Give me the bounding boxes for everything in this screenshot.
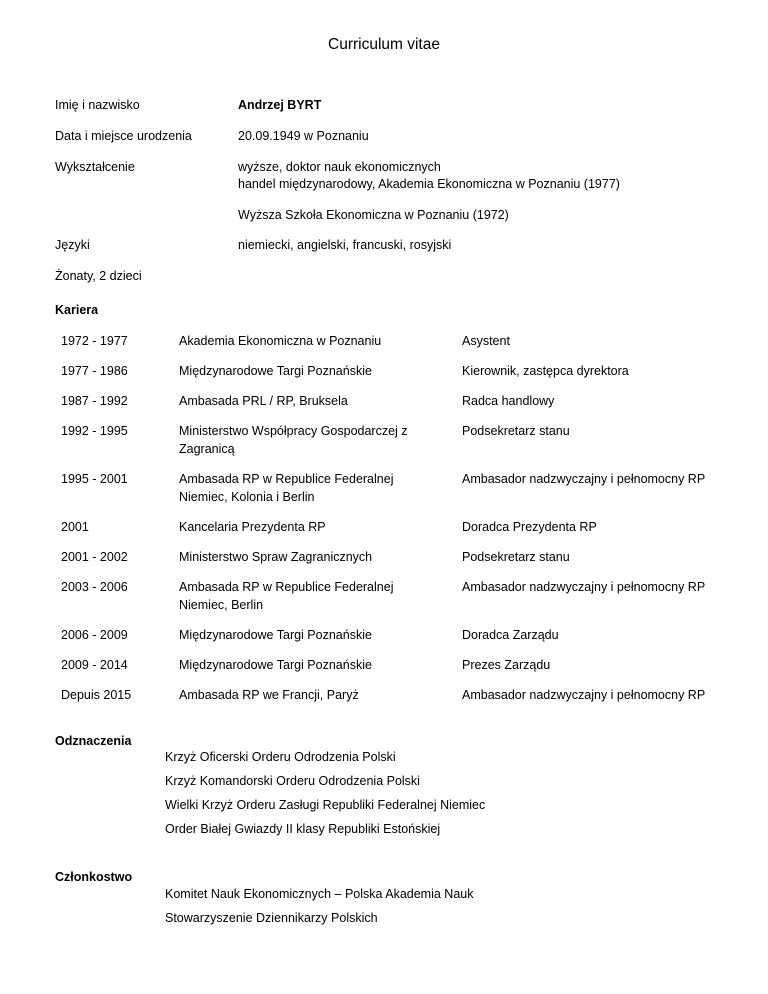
- name-value: Andrzej BYRT: [238, 98, 322, 112]
- career-institution: Międzynarodowe Targi Poznańskie: [179, 364, 372, 378]
- career-years: 2001 - 2002: [61, 550, 128, 564]
- languages-label: Języki: [55, 238, 90, 252]
- career-position: Ambasador nadzwyczajny i pełnomocny RP: [462, 688, 706, 702]
- career-years: 1972 - 1977: [61, 334, 128, 348]
- career-institution: Ministerstwo Współpracy Gospodarczej z: [179, 424, 408, 438]
- career-institution: Ambasada PRL / RP, Bruksela: [179, 394, 348, 408]
- career-position: Podsekretarz stanu: [462, 550, 570, 564]
- awards-heading: Odznaczenia: [55, 734, 132, 748]
- membership-item: Komitet Nauk Ekonomicznych – Polska Akademia Nauk: [165, 887, 474, 901]
- award-item: Krzyż Komandorski Orderu Odrodzenia Polski: [165, 774, 420, 788]
- page-title: Curriculum vitae: [328, 36, 440, 53]
- career-position: Kierownik, zastępca dyrektora: [462, 364, 629, 378]
- career-position: Doradca Prezydenta RP: [462, 520, 597, 534]
- career-institution: Ministerstwo Spraw Zagranicznych: [179, 550, 373, 564]
- membership-heading: Członkostwo: [55, 870, 133, 884]
- career-institution: Ambasada RP we Francji, Paryż: [179, 688, 359, 702]
- birth-value: 20.09.1949 w Poznaniu: [238, 129, 369, 143]
- education-line-1: wyższe, doktor nauk ekonomicznych: [238, 160, 441, 174]
- career-institution: Ambasada RP w Republice Federalnej: [179, 580, 394, 594]
- career-years: 2001: [61, 520, 89, 534]
- languages-value: niemiecki, angielski, francuski, rosyjski: [238, 238, 452, 252]
- birth-label: Data i miejsce urodzenia: [55, 129, 192, 143]
- career-institution: Międzynarodowe Targi Poznańskie: [179, 628, 372, 642]
- award-item: Krzyż Oficerski Orderu Odrodzenia Polski: [165, 750, 396, 764]
- career-position: Asystent: [462, 334, 510, 348]
- career-position: Podsekretarz stanu: [462, 424, 570, 438]
- membership-item: Stowarzyszenie Dziennikarzy Polskich: [165, 911, 378, 925]
- award-item: Wielki Krzyż Orderu Zasługi Republiki Federalnej Niemiec: [165, 798, 486, 812]
- career-institution: Ambasada RP w Republice Federalnej: [179, 472, 394, 486]
- career-institution: Międzynarodowe Targi Poznańskie: [179, 658, 372, 672]
- career-institution: Kancelaria Prezydenta RP: [179, 520, 326, 534]
- name-label: Imię i nazwisko: [55, 98, 140, 112]
- career-position: Radca handlowy: [462, 394, 555, 408]
- career-years: 2006 - 2009: [61, 628, 128, 642]
- career-years: 2003 - 2006: [61, 580, 128, 594]
- career-institution: Akademia Ekonomiczna w Poznaniu: [179, 334, 382, 348]
- career-institution-cont: Niemiec, Berlin: [179, 598, 264, 612]
- career-institution-cont: Niemiec, Kolonia i Berlin: [179, 490, 315, 504]
- career-years: 1995 - 2001: [61, 472, 128, 486]
- award-item: Order Białej Gwiazdy II klasy Republiki Estońskiej: [165, 822, 441, 836]
- career-years: Depuis 2015: [61, 688, 132, 702]
- career-position: Ambasador nadzwyczajny i pełnomocny RP: [462, 580, 706, 594]
- career-position: Prezes Zarządu: [462, 658, 551, 672]
- education-line-3: Wyższa Szkoła Ekonomiczna w Poznaniu (1972): [238, 208, 509, 222]
- career-institution-cont: Zagranicą: [179, 442, 235, 456]
- family-status: Żonaty, 2 dzieci: [55, 269, 142, 283]
- education-line-2: handel międzynarodowy, Akademia Ekonomiczna w Poznaniu (1977): [238, 177, 620, 191]
- career-heading: Kariera: [55, 303, 99, 317]
- career-years: 2009 - 2014: [61, 658, 128, 672]
- career-years: 1987 - 1992: [61, 394, 128, 408]
- career-years: 1977 - 1986: [61, 364, 128, 378]
- career-position: Doradca Zarządu: [462, 628, 559, 642]
- education-label: Wykształcenie: [55, 160, 135, 174]
- career-position: Ambasador nadzwyczajny i pełnomocny RP: [462, 472, 706, 486]
- career-years: 1992 - 1995: [61, 424, 128, 438]
